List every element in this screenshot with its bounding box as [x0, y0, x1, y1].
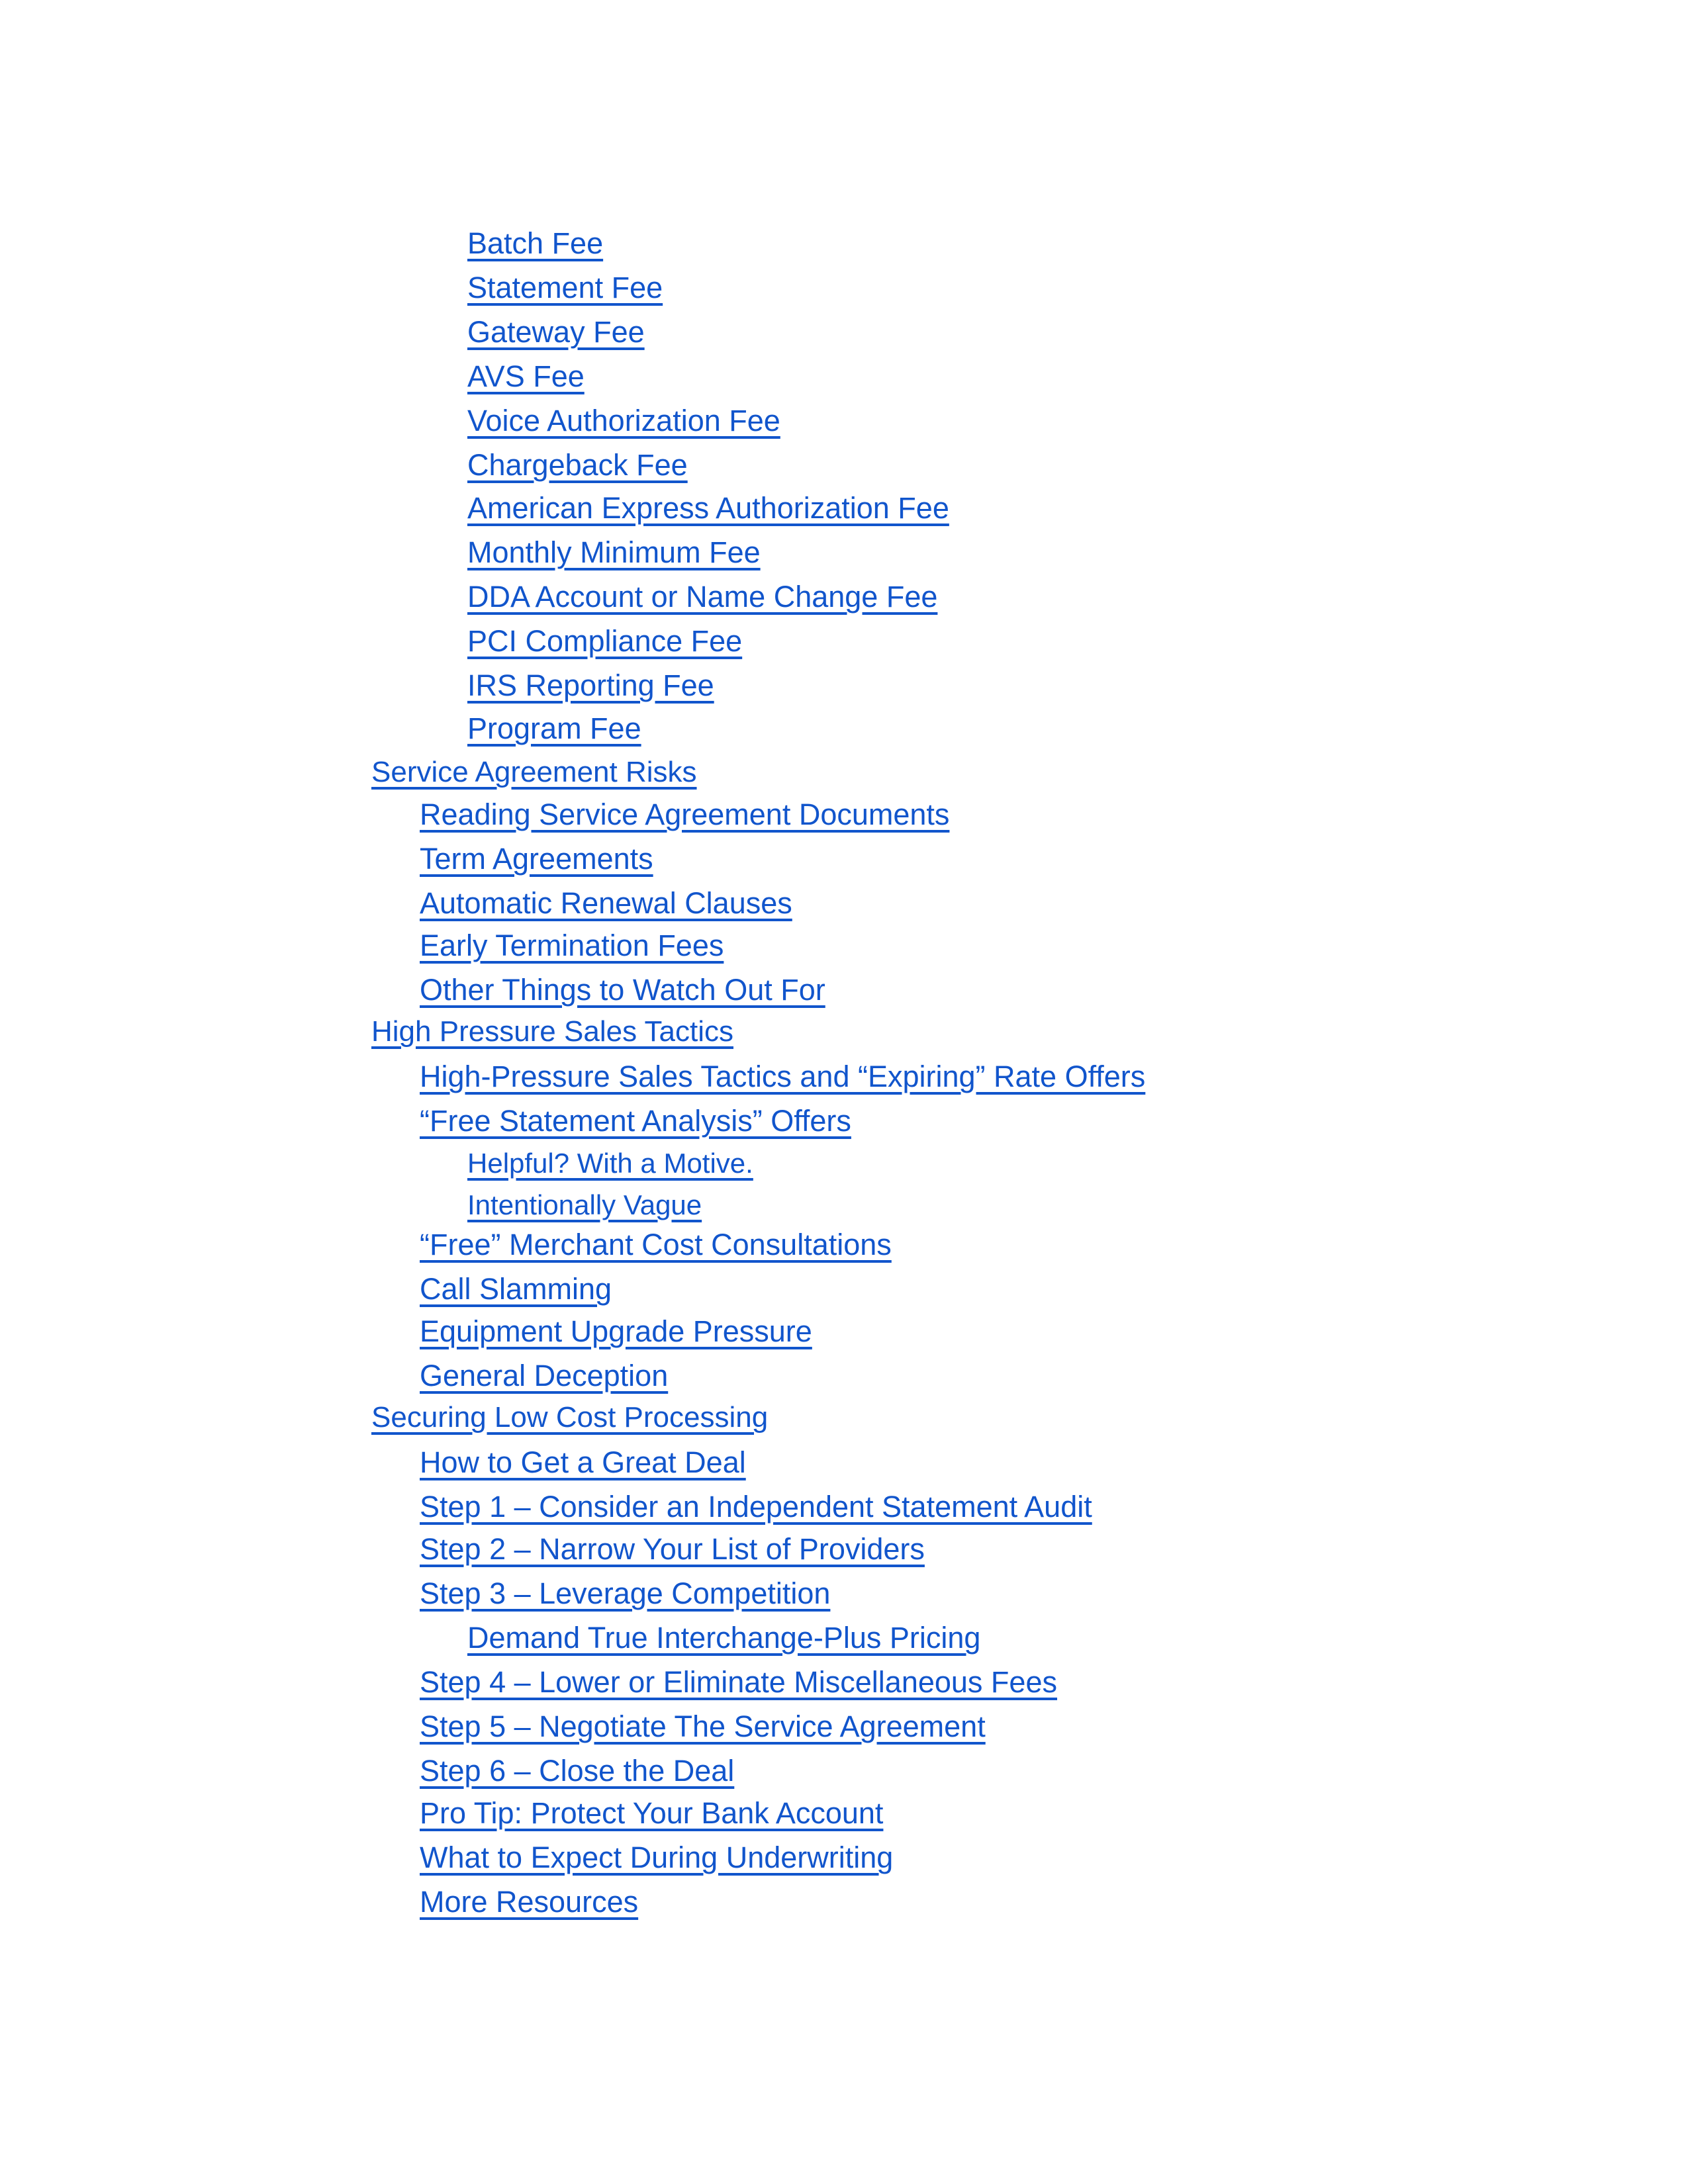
- toc-link-chargeback-fee[interactable]: Chargeback Fee: [467, 448, 688, 482]
- toc-link-amex-authorization-fee[interactable]: American Express Authorization Fee: [467, 491, 949, 525]
- toc-link-how-to-get-a-great-deal[interactable]: How to Get a Great Deal: [420, 1445, 746, 1479]
- toc-link-step-1[interactable]: Step 1 – Consider an Independent Statement Audit: [420, 1490, 1092, 1524]
- toc-link-irs-reporting-fee[interactable]: IRS Reporting Fee: [467, 668, 714, 702]
- toc-link-expiring-rate-offers[interactable]: High-Pressure Sales Tactics and “Expiring” Rate Offers: [420, 1060, 1146, 1093]
- toc-link-early-termination-fees[interactable]: Early Termination Fees: [420, 929, 724, 962]
- toc-link-statement-fee[interactable]: Statement Fee: [467, 271, 663, 304]
- toc-link-avs-fee[interactable]: AVS Fee: [467, 359, 585, 393]
- toc-link-equipment-upgrade-pressure[interactable]: Equipment Upgrade Pressure: [420, 1314, 812, 1348]
- toc-link-step-2[interactable]: Step 2 – Narrow Your List of Providers: [420, 1532, 925, 1566]
- toc-link-high-pressure-sales-tactics[interactable]: High Pressure Sales Tactics: [371, 1015, 733, 1048]
- toc-link-demand-true-interchange-plus[interactable]: Demand True Interchange-Plus Pricing: [467, 1621, 981, 1655]
- toc-link-what-to-expect-underwriting[interactable]: What to Expect During Underwriting: [420, 1841, 894, 1874]
- toc-link-step-6[interactable]: Step 6 – Close the Deal: [420, 1754, 735, 1788]
- toc-link-general-deception[interactable]: General Deception: [420, 1359, 669, 1392]
- toc-link-helpful-with-a-motive[interactable]: Helpful? With a Motive.: [467, 1148, 753, 1179]
- toc-link-reading-service-agreement-documents[interactable]: Reading Service Agreement Documents: [420, 797, 950, 831]
- toc-link-voice-authorization-fee[interactable]: Voice Authorization Fee: [467, 404, 780, 437]
- toc-link-free-statement-analysis[interactable]: “Free Statement Analysis” Offers: [420, 1104, 851, 1138]
- toc-link-intentionally-vague[interactable]: Intentionally Vague: [467, 1189, 702, 1220]
- toc-link-program-fee[interactable]: Program Fee: [467, 711, 641, 745]
- toc-link-free-merchant-cost-consultations[interactable]: “Free” Merchant Cost Consultations: [420, 1228, 892, 1261]
- toc-link-step-4[interactable]: Step 4 – Lower or Eliminate Miscellaneous Fees: [420, 1665, 1057, 1699]
- toc-link-monthly-minimum-fee[interactable]: Monthly Minimum Fee: [467, 535, 761, 569]
- toc-link-call-slamming[interactable]: Call Slamming: [420, 1272, 612, 1306]
- toc-link-pro-tip-protect-bank-account[interactable]: Pro Tip: Protect Your Bank Account: [420, 1796, 884, 1830]
- toc-link-automatic-renewal-clauses[interactable]: Automatic Renewal Clauses: [420, 886, 792, 920]
- toc-link-securing-low-cost-processing[interactable]: Securing Low Cost Processing: [371, 1401, 769, 1433]
- toc-link-term-agreements[interactable]: Term Agreements: [420, 842, 653, 876]
- toc-link-dda-account-fee[interactable]: DDA Account or Name Change Fee: [467, 580, 938, 614]
- toc-link-service-agreement-risks[interactable]: Service Agreement Risks: [371, 756, 697, 788]
- toc-link-other-things-to-watch[interactable]: Other Things to Watch Out For: [420, 973, 825, 1007]
- toc-link-step-3[interactable]: Step 3 – Leverage Competition: [420, 1576, 831, 1610]
- toc-link-step-5[interactable]: Step 5 – Negotiate The Service Agreement: [420, 1709, 986, 1743]
- toc-link-pci-compliance-fee[interactable]: PCI Compliance Fee: [467, 624, 743, 658]
- toc-link-gateway-fee[interactable]: Gateway Fee: [467, 315, 645, 349]
- toc-link-more-resources[interactable]: More Resources: [420, 1885, 639, 1919]
- toc-link-batch-fee[interactable]: Batch Fee: [467, 226, 604, 260]
